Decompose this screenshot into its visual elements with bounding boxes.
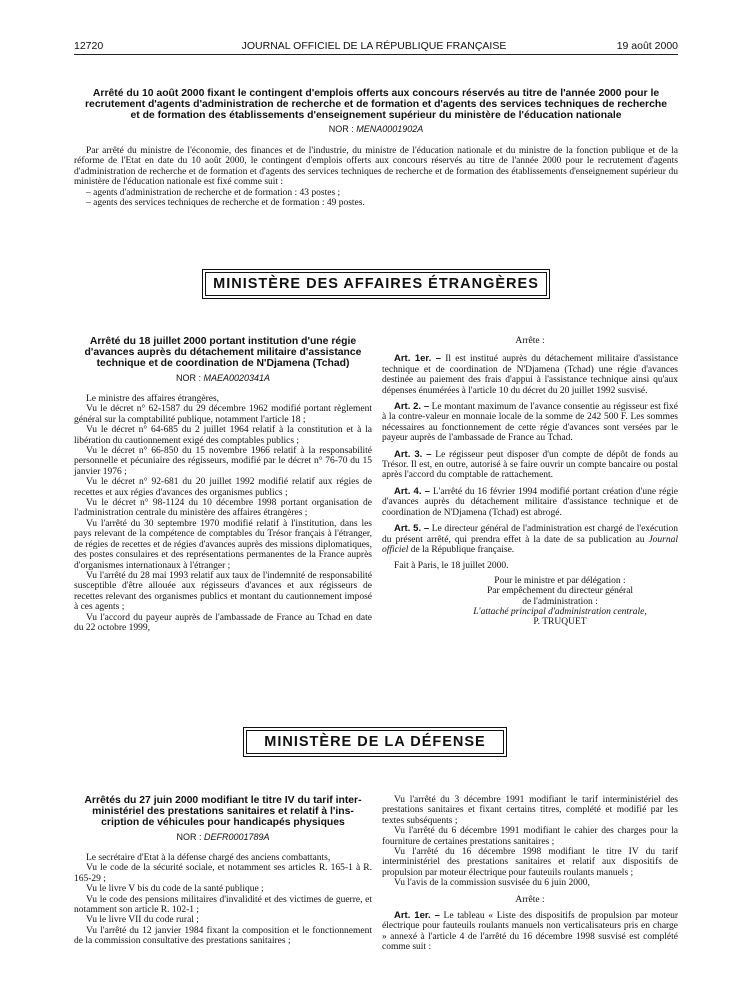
page-number: 12720 <box>74 40 104 52</box>
visa-paragraph: Vu le décret n° 66-850 du 15 novembre 1966 relatif à la responsabilité personnelle et pécuniaire des régisseurs, modifié par le décret n° 76-70 du 15 janvier 1976 ; <box>74 446 372 477</box>
visa-paragraph: Vu le code des pensions militaires d'invalidité et des victimes de guerre, et notamment son article R. 102-1 ; <box>74 894 372 916</box>
signature-line: L'attaché principal d'administration centrale, <box>473 606 647 617</box>
arrete-heading: Arrête : <box>515 894 545 905</box>
article <box>382 487 678 518</box>
visa-paragraph: Vu le livre V bis du code de la santé publique ; <box>86 884 264 895</box>
article-text-italic: Journal officiel <box>382 534 678 555</box>
signed-line: Fait à Paris, le 18 juillet 2000. <box>394 561 509 572</box>
title-line: Arrêtés du 27 juin 2000 modifiant le titre IV du tarif inter- <box>84 795 362 806</box>
nor-code: DEFR0001789A <box>203 832 270 842</box>
article-label: Art. 5. – <box>394 523 430 535</box>
title-line: Arrêté du 18 juillet 2000 portant institution d'une régie <box>89 336 357 347</box>
visa-paragraph: Vu le livre VII du code rural ; <box>86 915 199 926</box>
article-label: Art. 1er. – <box>394 353 441 365</box>
title-line: Arrêté du 10 août 2000 fixant le contingent d'emplois offerts aux concours réservés au titre de l'année 2000 pour le <box>92 88 660 99</box>
article-label: Art. 3. – <box>394 448 432 460</box>
visa-paragraph: Vu l'arrêté du 6 décembre 1991 modifiant le cahier des charges pour la fourniture de certaines prestations sanitaires ; <box>382 826 678 847</box>
list-item: – agents des services techniques de recherche et de formation : 49 postes. <box>86 198 365 209</box>
section1-body <box>74 146 678 208</box>
article-text: Le montant maximum de l'avance consentie au régisseur est fixé à la contre-valeur en monnaie locale de la somme de 242 500 F. Les sommes nécessaires au fonctionnement de cette régie d'avances sont versées par le payeur auprès de l'ambassade de France au Tchad. <box>382 402 678 444</box>
signature-block <box>382 576 678 628</box>
title-line: ministériel des prestations sanitaires et relatif à l'ins- <box>92 806 354 817</box>
article <box>382 402 678 444</box>
title-line: recrutement d'agents d'administration de recherche et de formation et d'agents des services techniques de recherche <box>85 99 667 110</box>
article-label: Art. 4. – <box>394 485 430 497</box>
article <box>382 354 678 396</box>
visa-paragraph: Vu le décret n° 98-1124 du 10 décembre 1998 portant organisation de l'administration centrale du ministère des affaires étrangères ; <box>74 498 372 519</box>
nor-label: NOR : <box>328 124 354 134</box>
section3-nor <box>74 832 372 842</box>
article-text: Le tableau « Liste des dispositifs de propulsion par moteur électrique pour fauteuils roulants manuels non verticalisateurs pris en charge » annexé à l'article 4 de l'arrêté du 16 décembre 1998 susvisé est complété comme suit : <box>382 911 678 953</box>
header-rule <box>74 54 678 55</box>
section2-title <box>74 336 372 369</box>
title-line: technique et de coordination de N'Djamena (Tchad) <box>96 358 350 369</box>
article <box>382 450 678 481</box>
section3-title <box>74 795 372 828</box>
article-text: L'arrêté du 16 février 1994 modifié portant création d'une régie d'avances auprès du détachement militaire d'assistance technique et de coordination de N'Djamena (Tchad) est abrogé. <box>382 486 678 518</box>
visa-paragraph: Vu l'arrêté du 30 septembre 1970 modifié relatif à l'institution, dans les pays relevant de la compétence de comptables du Trésor français à l'étranger, de régies de recettes et de régies d'avances auprès des missions diplomatiques, des postes consulaires et des représentations permanentes de la France auprès d'organismes internationaux à l'étranger ; <box>74 518 372 571</box>
visa-paragraph: Vu le code de la sécurité sociale, et notamment ses articles R. 165-1 à R. 165-29 ; <box>74 863 372 884</box>
section2-left-body <box>74 394 372 633</box>
visa-paragraph: Vu l'arrêté du 16 décembre 1998 modifiant le titre IV du tarif interministériel des prestations sanitaires et relatif aux dispositifs de propulsion par moteur électrique pour fauteuils roulants manuels ; <box>382 847 678 878</box>
ministry-heading-foreign-affairs: MINISTÈRE DES AFFAIRES ÉTRANGÈRES <box>205 272 547 296</box>
signature-line: de l'administration : <box>522 596 598 607</box>
section1-title <box>74 88 678 121</box>
visa-paragraph: Vu le décret n° 92-681 du 20 juillet 1992 modifié relatif aux régies de recettes et aux régies d'avances des organismes publics ; <box>74 477 372 498</box>
article-text: de la République française. <box>410 544 515 555</box>
page-date: 19 août 2000 <box>616 40 678 52</box>
article <box>382 911 678 953</box>
visa-paragraph: Vu l'avis de la commission susvisée du 6 juin 2000, <box>394 878 590 889</box>
title-line: d'avances auprès du détachement militaire d'assistance <box>84 347 362 358</box>
section3-left-body <box>74 853 372 947</box>
visa-paragraph: Vu le décret n° 64-685 du 2 juillet 1964 relatif à la constitution et à la libération du cautionnement exigé des comptables publics ; <box>74 425 372 446</box>
signatory-name: P. TRUQUET <box>533 617 587 628</box>
section1-nor <box>74 124 678 134</box>
article <box>382 524 678 555</box>
signature-line: Par empêchement du directeur général <box>486 586 634 597</box>
article-label: Art. 2. – <box>394 401 430 413</box>
article-text: Le directeur général de l'administration est chargé de l'exécution du présent arrêté, qui prendra effet à la date de sa publication au <box>382 524 678 545</box>
arrete-heading: Arrête : <box>515 336 545 346</box>
visa-paragraph: Vu l'arrêté du 3 décembre 1991 modifiant le tarif interministériel des prestations sanitaires et fixant certains titres, complété et modifié par les textes subséquents ; <box>382 795 678 826</box>
section1-paragraph: Par arrêté du ministre de l'économie, des finances et de l'industrie, du ministre de l'éducation nationale et du ministre de la fonction publique et de la réforme de l'Etat en date du 10 août 2000, le contingent d'emplois offerts aux concours réservés au titre de l'année 2000 pour le recrutement d'agents d'administration de recherche et de formation et d'agents des services techniques de recherche et de formation des établissements d'enseignement supérieur du ministère de l'éducation nationale est fixé comme suit : <box>74 146 678 188</box>
nor-label: NOR : <box>176 832 202 842</box>
section2-nor <box>74 373 372 383</box>
title-line: et de formation des établissements d'enseignement supérieur du ministère de l'éducation nationale <box>130 110 622 121</box>
section2-right-body <box>382 336 678 628</box>
signature-line: Pour le ministre et par délégation : <box>494 575 626 586</box>
journal-title: JOURNAL OFFICIEL DE LA RÉPUBLIQUE FRANÇAISE <box>241 40 507 52</box>
visa-paragraph: Vu le décret n° 62-1587 du 29 décembre 1962 modifié portant règlement général sur la comptabilité publique, notamment l'article 18 ; <box>74 404 372 425</box>
visa-paragraph: Le secrétaire d'Etat à la défense chargé des anciens combattants, <box>86 853 331 863</box>
article-label: Art. 1er. – <box>394 910 440 922</box>
nor-label: NOR : <box>175 373 201 383</box>
visa-paragraph: Vu l'arrêté du 28 mai 1993 relatif aux taux de l'indemnité de responsabilité susceptible d'être allouée aux régisseurs d'avances et aux régisseurs de recettes relevant des organismes publics et montant du cautionnement imposé à ces agents ; <box>74 570 372 613</box>
visa-paragraph: Vu l'arrêté du 12 janvier 1984 fixant la composition et le fonctionnement de la commission consultative des prestations sanitaires ; <box>74 925 372 947</box>
article-text: Le régisseur peut disposer d'un compte de dépôt de fonds au Trésor. Il est, en outre, autorisé à se faire ouvrir un compte bancaire ou postal après l'accord du comptable de rattachement. <box>382 449 678 481</box>
nor-code: MAEA0020341A <box>203 373 271 383</box>
ministry-heading-defense: MINISTÈRE DE LA DÉFENSE <box>246 730 504 754</box>
title-line: cription de véhicules pour handicapés physiques <box>101 817 345 828</box>
visa-paragraph: Le ministre des affaires étrangères, <box>86 394 220 404</box>
nor-code: MENA0001902A <box>356 124 424 134</box>
section3-right-body <box>382 795 678 953</box>
list-item: – agents d'administration de recherche et de formation : 43 postes ; <box>86 187 341 198</box>
article-text: Il est institué auprès du détachement militaire d'assistance technique et de coordination de N'Djamena (Tchad) une régie d'avances destinée au paiement des frais d'appui à l'assistance technique ainsi qu'aux dépenses énumérées à l'article 10 du décret du 20 juillet 1992 susvisé. <box>382 354 678 396</box>
visa-paragraph: Vu l'accord du payeur auprès de l'ambassade de France au Tchad en date du 22 octobre 1999, <box>74 612 372 633</box>
